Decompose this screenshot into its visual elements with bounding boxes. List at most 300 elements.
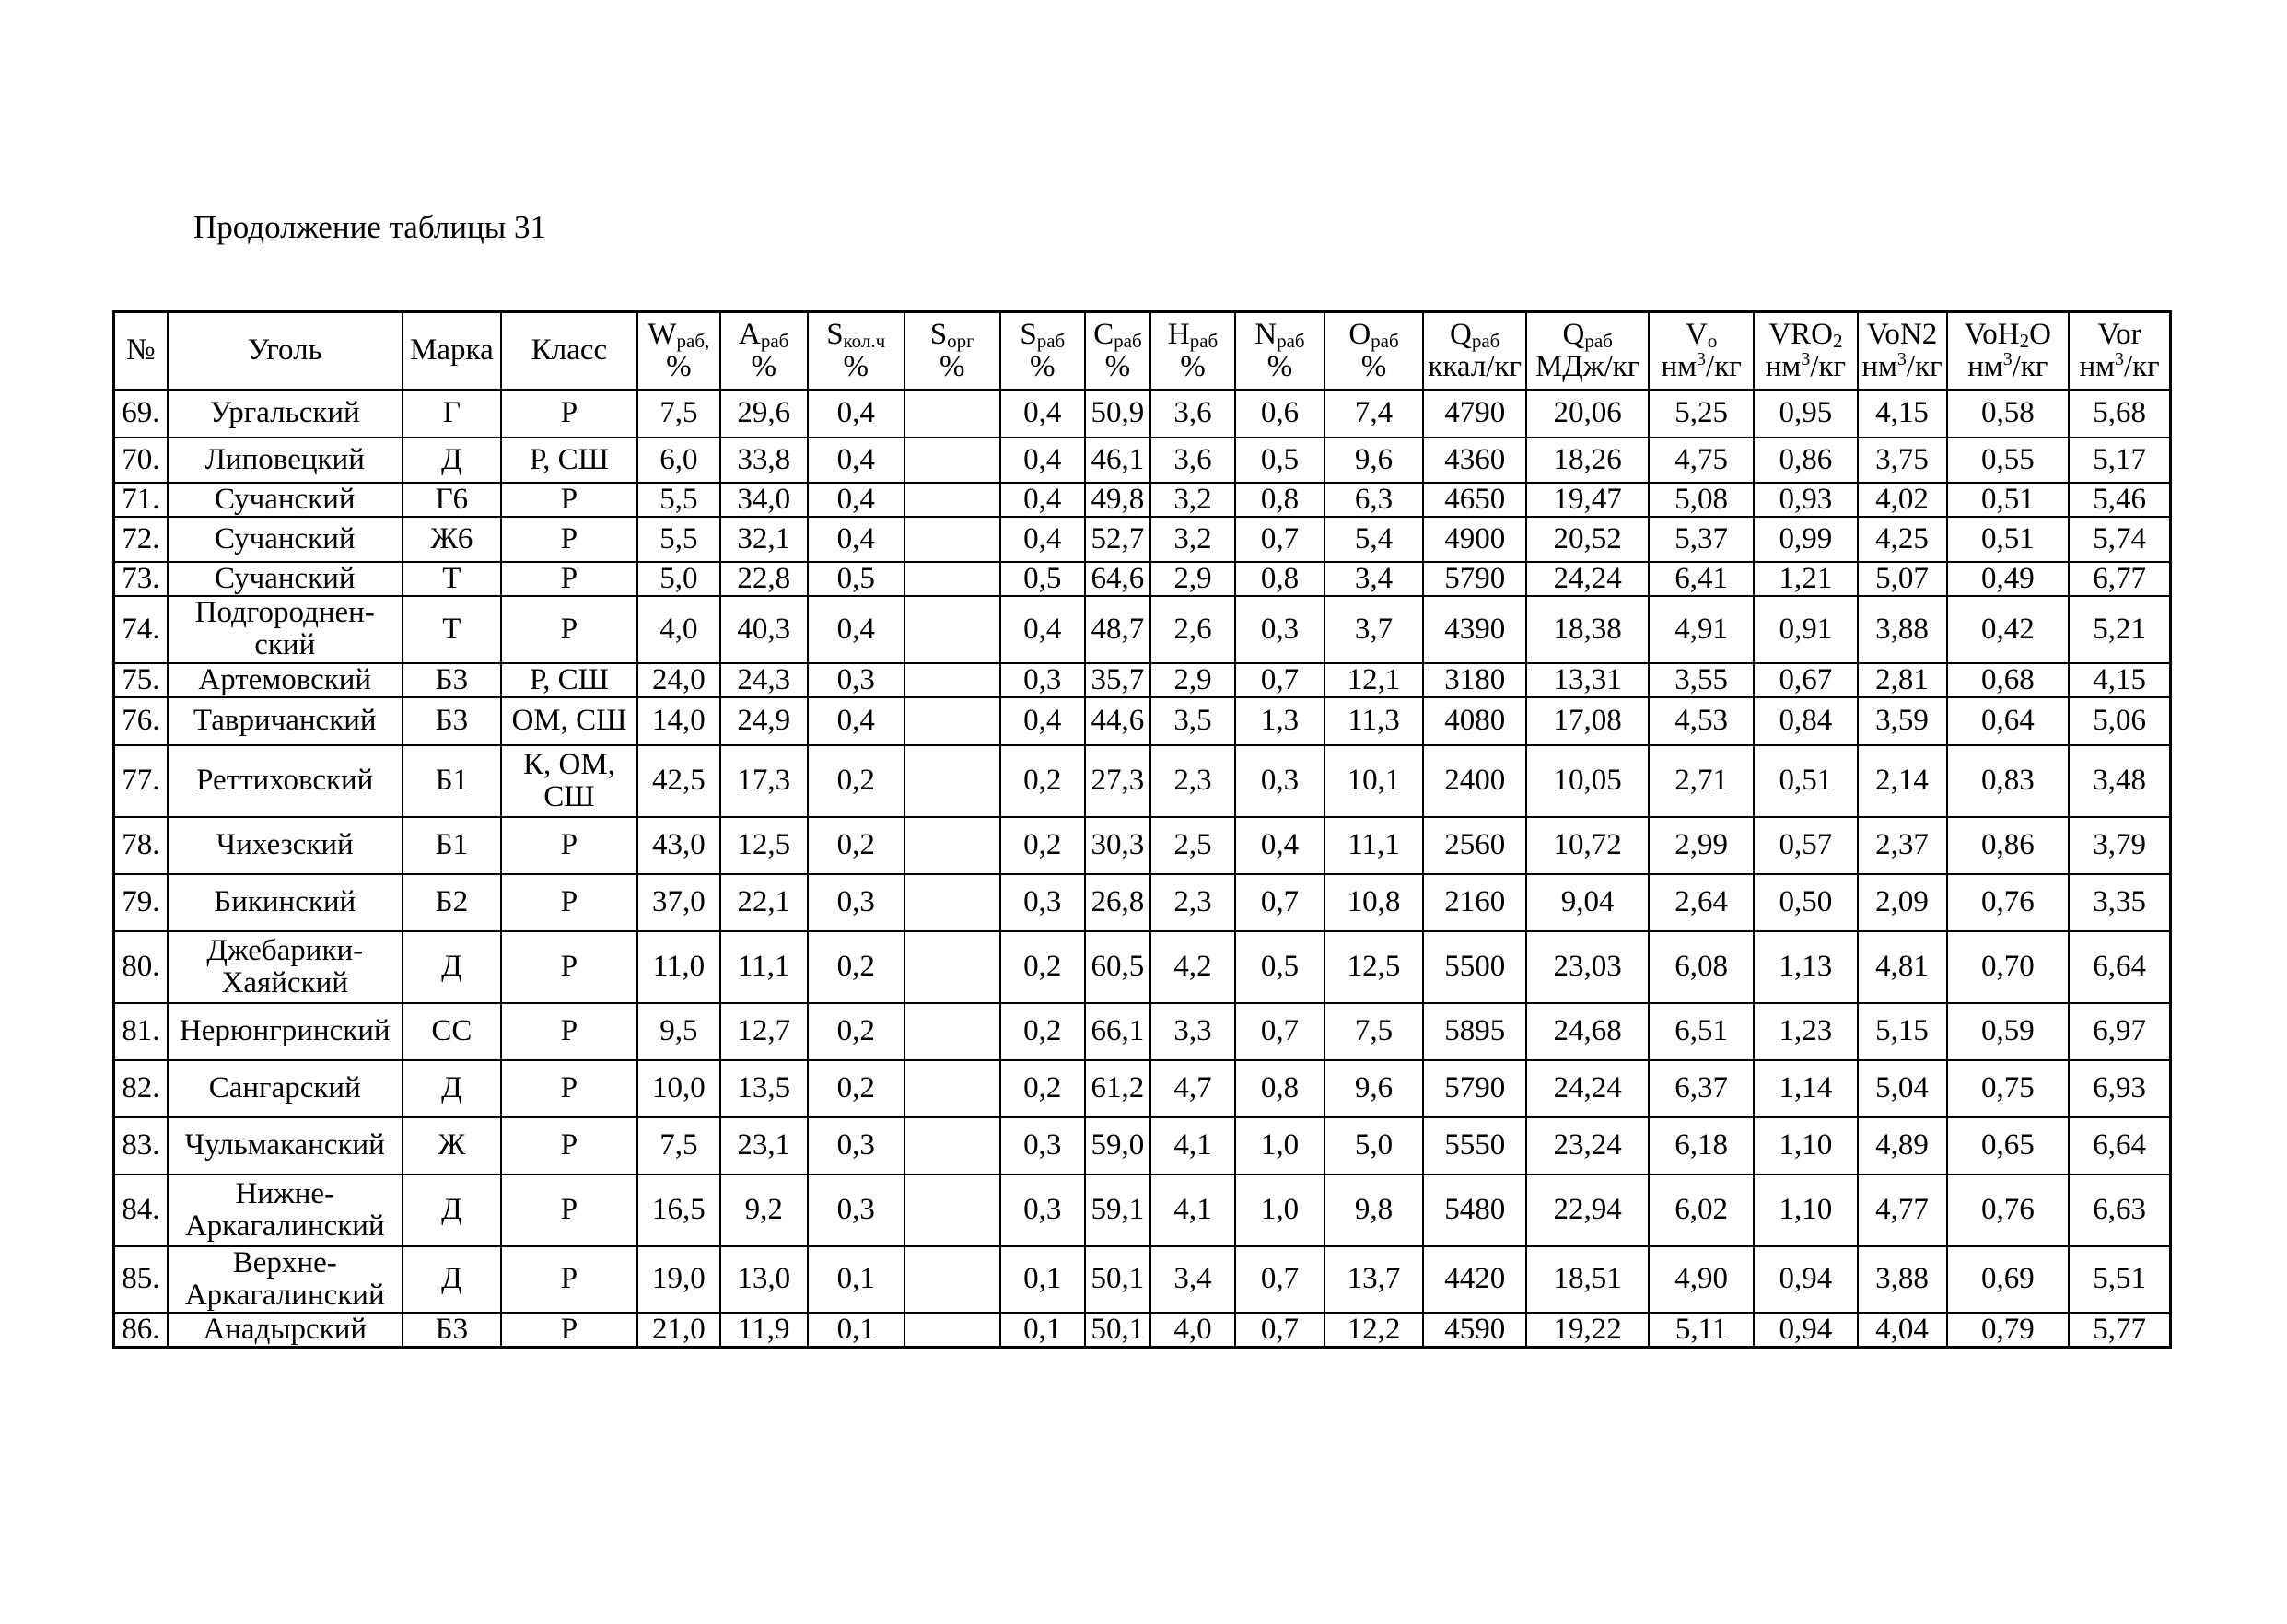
cell-coal: Чихезский — [168, 817, 403, 874]
cell-num: 76. — [114, 697, 168, 745]
col-header-n: $N_{раб}$ % — [1235, 312, 1324, 390]
cell-n: 0,7 — [1235, 517, 1324, 562]
cell-von2: 4,02 — [1858, 483, 1947, 517]
cell-s-org — [904, 817, 1000, 874]
cell-mark: СС — [403, 1003, 501, 1060]
cell-mark: Д — [403, 438, 501, 483]
cell-q-mj: 18,26 — [1526, 438, 1649, 483]
cell-von2: 5,15 — [1858, 1003, 1947, 1060]
cell-s-rab: 0,2 — [1000, 931, 1085, 1003]
cell-vro2: 1,23 — [1754, 1003, 1857, 1060]
cell-o: 9,8 — [1324, 1174, 1423, 1246]
cell-h: 3,4 — [1150, 1246, 1235, 1313]
cell-q-kcal: 5500 — [1423, 931, 1526, 1003]
cell-mark: Д — [403, 1174, 501, 1246]
cell-n: 0,6 — [1235, 390, 1324, 438]
cell-coal: Сангарский — [168, 1060, 403, 1117]
cell-h: 4,7 — [1150, 1060, 1235, 1117]
cell-o: 5,4 — [1324, 517, 1423, 562]
cell-class: Р, СШ — [501, 438, 637, 483]
cell-a: 11,9 — [720, 1313, 808, 1348]
cell-class: Р — [501, 874, 637, 931]
cell-s-rab: 0,4 — [1000, 517, 1085, 562]
cell-mark: Б1 — [403, 817, 501, 874]
cell-s-kolch: 0,2 — [808, 817, 904, 874]
cell-vro2: 1,13 — [1754, 931, 1857, 1003]
cell-s-rab: 0,5 — [1000, 562, 1085, 596]
cell-s-kolch: 0,4 — [808, 517, 904, 562]
cell-vo: 4,91 — [1649, 596, 1754, 663]
cell-s-kolch: 0,4 — [808, 483, 904, 517]
cell-s-rab: 0,2 — [1000, 745, 1085, 817]
col-header-q-mj: $Q_{раб}$ МДж/кг — [1526, 312, 1649, 390]
cell-q-mj: 22,94 — [1526, 1174, 1649, 1246]
cell-n: 0,8 — [1235, 483, 1324, 517]
cell-w: 42,5 — [637, 745, 720, 817]
cell-q-kcal: 4900 — [1423, 517, 1526, 562]
cell-o: 9,6 — [1324, 438, 1423, 483]
cell-vro2: 0,91 — [1754, 596, 1857, 663]
cell-von2: 2,14 — [1858, 745, 1947, 817]
cell-mark: Б2 — [403, 874, 501, 931]
cell-num: 77. — [114, 745, 168, 817]
cell-von2: 3,88 — [1858, 1246, 1947, 1313]
cell-s-rab: 0,3 — [1000, 1174, 1085, 1246]
cell-vor: 5,46 — [2069, 483, 2170, 517]
cell-h: 4,1 — [1150, 1174, 1235, 1246]
table-row — [114, 1117, 2171, 1174]
table-row — [114, 1246, 2171, 1313]
cell-c: 49,8 — [1085, 483, 1150, 517]
cell-w: 5,5 — [637, 517, 720, 562]
cell-h: 2,6 — [1150, 596, 1235, 663]
cell-s-kolch: 0,1 — [808, 1313, 904, 1348]
cell-o: 10,1 — [1324, 745, 1423, 817]
cell-s-rab: 0,2 — [1000, 1003, 1085, 1060]
cell-n: 0,7 — [1235, 1313, 1324, 1348]
cell-o: 3,7 — [1324, 596, 1423, 663]
cell-class: Р — [501, 562, 637, 596]
cell-c: 50,9 — [1085, 390, 1150, 438]
table-row — [114, 931, 2171, 1003]
cell-class: Р, СШ — [501, 663, 637, 697]
cell-c: 27,3 — [1085, 745, 1150, 817]
cell-num: 71. — [114, 483, 168, 517]
cell-von2: 2,37 — [1858, 817, 1947, 874]
cell-s-kolch: 0,3 — [808, 1174, 904, 1246]
cell-s-org — [904, 663, 1000, 697]
cell-voh2o: 0,59 — [1947, 1003, 2070, 1060]
cell-q-kcal: 4080 — [1423, 697, 1526, 745]
cell-num: 79. — [114, 874, 168, 931]
cell-von2: 3,59 — [1858, 697, 1947, 745]
cell-n: 0,3 — [1235, 596, 1324, 663]
table-row — [114, 438, 2171, 483]
cell-n: 0,5 — [1235, 931, 1324, 1003]
cell-s-rab: 0,4 — [1000, 596, 1085, 663]
cell-q-mj: 20,06 — [1526, 390, 1649, 438]
cell-num: 84. — [114, 1174, 168, 1246]
cell-c: 59,0 — [1085, 1117, 1150, 1174]
cell-n: 0,7 — [1235, 874, 1324, 931]
table-row — [114, 1174, 2171, 1246]
table-row — [114, 562, 2171, 596]
cell-n: 0,4 — [1235, 817, 1324, 874]
cell-class: Р — [501, 390, 637, 438]
cell-vor: 6,63 — [2069, 1174, 2170, 1246]
cell-vro2: 1,14 — [1754, 1060, 1857, 1117]
cell-q-mj: 18,38 — [1526, 596, 1649, 663]
cell-w: 7,5 — [637, 390, 720, 438]
cell-s-org — [904, 390, 1000, 438]
cell-voh2o: 0,76 — [1947, 1174, 2070, 1246]
col-header-von2: VoN2 $нм^3/кг$ — [1858, 312, 1947, 390]
cell-num: 73. — [114, 562, 168, 596]
cell-mark: Б3 — [403, 697, 501, 745]
col-header-s-org: $S_{орг}$ % — [904, 312, 1000, 390]
cell-q-kcal: 5480 — [1423, 1174, 1526, 1246]
cell-coal: Анадырский — [168, 1313, 403, 1348]
cell-vor: 6,64 — [2069, 931, 2170, 1003]
cell-vo: 5,37 — [1649, 517, 1754, 562]
cell-coal: Липовецкий — [168, 438, 403, 483]
cell-q-mj: 10,72 — [1526, 817, 1649, 874]
cell-w: 7,5 — [637, 1117, 720, 1174]
cell-num: 80. — [114, 931, 168, 1003]
cell-w: 5,0 — [637, 562, 720, 596]
cell-q-mj: 19,22 — [1526, 1313, 1649, 1348]
cell-w: 10,0 — [637, 1060, 720, 1117]
cell-class: Р — [501, 1313, 637, 1348]
cell-vro2: 1,10 — [1754, 1174, 1857, 1246]
cell-num: 82. — [114, 1060, 168, 1117]
table-row — [114, 745, 2171, 817]
cell-vo: 2,71 — [1649, 745, 1754, 817]
table-body — [114, 390, 2171, 1348]
cell-h: 4,2 — [1150, 931, 1235, 1003]
cell-h: 3,6 — [1150, 390, 1235, 438]
cell-c: 60,5 — [1085, 931, 1150, 1003]
cell-von2: 3,88 — [1858, 596, 1947, 663]
cell-w: 24,0 — [637, 663, 720, 697]
cell-s-rab: 0,2 — [1000, 817, 1085, 874]
cell-num: 70. — [114, 438, 168, 483]
cell-h: 2,3 — [1150, 874, 1235, 931]
cell-voh2o: 0,70 — [1947, 931, 2070, 1003]
cell-von2: 5,04 — [1858, 1060, 1947, 1117]
cell-voh2o: 0,83 — [1947, 745, 2070, 817]
cell-a: 29,6 — [720, 390, 808, 438]
cell-vor: 5,21 — [2069, 596, 2170, 663]
cell-num: 85. — [114, 1246, 168, 1313]
cell-a: 33,8 — [720, 438, 808, 483]
cell-q-kcal: 5790 — [1423, 1060, 1526, 1117]
cell-vo: 5,08 — [1649, 483, 1754, 517]
cell-vor: 5,17 — [2069, 438, 2170, 483]
cell-c: 61,2 — [1085, 1060, 1150, 1117]
cell-coal: Реттиховский — [168, 745, 403, 817]
cell-o: 9,6 — [1324, 1060, 1423, 1117]
cell-s-org — [904, 1003, 1000, 1060]
cell-mark: Д — [403, 931, 501, 1003]
cell-o: 11,1 — [1324, 817, 1423, 874]
cell-coal: Сучанский — [168, 483, 403, 517]
cell-vo: 6,37 — [1649, 1060, 1754, 1117]
cell-h: 4,0 — [1150, 1313, 1235, 1348]
cell-class: Р — [501, 1060, 637, 1117]
table-row — [114, 390, 2171, 438]
cell-h: 3,6 — [1150, 438, 1235, 483]
cell-w: 4,0 — [637, 596, 720, 663]
cell-s-kolch: 0,2 — [808, 745, 904, 817]
cell-n: 0,5 — [1235, 438, 1324, 483]
cell-voh2o: 0,76 — [1947, 874, 2070, 931]
cell-vro2: 0,93 — [1754, 483, 1857, 517]
cell-s-org — [904, 874, 1000, 931]
cell-w: 19,0 — [637, 1246, 720, 1313]
cell-c: 66,1 — [1085, 1003, 1150, 1060]
cell-vor: 3,79 — [2069, 817, 2170, 874]
cell-s-rab: 0,4 — [1000, 390, 1085, 438]
cell-num: 69. — [114, 390, 168, 438]
cell-o: 11,3 — [1324, 697, 1423, 745]
cell-mark: Ж — [403, 1117, 501, 1174]
cell-voh2o: 0,42 — [1947, 596, 2070, 663]
cell-q-kcal: 3180 — [1423, 663, 1526, 697]
cell-vor: 4,15 — [2069, 663, 2170, 697]
cell-s-rab: 0,1 — [1000, 1313, 1085, 1348]
cell-mark: Т — [403, 596, 501, 663]
cell-a: 12,7 — [720, 1003, 808, 1060]
cell-o: 7,4 — [1324, 390, 1423, 438]
cell-coal: Подгороднен-ский — [168, 596, 403, 663]
cell-q-kcal: 4650 — [1423, 483, 1526, 517]
cell-n: 1,3 — [1235, 697, 1324, 745]
cell-mark: Д — [403, 1060, 501, 1117]
cell-s-org — [904, 596, 1000, 663]
cell-vro2: 0,67 — [1754, 663, 1857, 697]
cell-q-kcal: 2560 — [1423, 817, 1526, 874]
cell-coal: Джебарики-Хаяйский — [168, 931, 403, 1003]
cell-s-rab: 0,1 — [1000, 1246, 1085, 1313]
col-header-q-kcal: $Q_{раб}$ ккал/кг — [1423, 312, 1526, 390]
cell-h: 3,5 — [1150, 697, 1235, 745]
cell-o: 5,0 — [1324, 1117, 1423, 1174]
cell-a: 11,1 — [720, 931, 808, 1003]
cell-q-kcal: 4790 — [1423, 390, 1526, 438]
cell-voh2o: 0,79 — [1947, 1313, 2070, 1348]
cell-voh2o: 0,86 — [1947, 817, 2070, 874]
cell-voh2o: 0,64 — [1947, 697, 2070, 745]
cell-q-mj: 23,03 — [1526, 931, 1649, 1003]
cell-vo: 4,75 — [1649, 438, 1754, 483]
cell-s-rab: 0,3 — [1000, 874, 1085, 931]
cell-q-kcal: 4360 — [1423, 438, 1526, 483]
cell-s-org — [904, 517, 1000, 562]
cell-vor: 5,06 — [2069, 697, 2170, 745]
cell-s-kolch: 0,5 — [808, 562, 904, 596]
cell-c: 50,1 — [1085, 1313, 1150, 1348]
cell-class: Р — [501, 817, 637, 874]
cell-s-org — [904, 1313, 1000, 1348]
cell-class: Р — [501, 517, 637, 562]
cell-vor: 5,68 — [2069, 390, 2170, 438]
cell-num: 81. — [114, 1003, 168, 1060]
cell-vro2: 0,99 — [1754, 517, 1857, 562]
cell-vo: 3,55 — [1649, 663, 1754, 697]
cell-coal: Сучанский — [168, 517, 403, 562]
table-row — [114, 1003, 2171, 1060]
cell-s-org — [904, 1060, 1000, 1117]
table-row — [114, 697, 2171, 745]
cell-w: 5,5 — [637, 483, 720, 517]
table-row — [114, 817, 2171, 874]
cell-h: 2,5 — [1150, 817, 1235, 874]
cell-q-mj: 18,51 — [1526, 1246, 1649, 1313]
cell-q-mj: 9,04 — [1526, 874, 1649, 931]
cell-n: 0,7 — [1235, 1003, 1324, 1060]
col-header-num: № — [114, 312, 168, 390]
cell-voh2o: 0,65 — [1947, 1117, 2070, 1174]
cell-vro2: 0,84 — [1754, 697, 1857, 745]
cell-a: 24,9 — [720, 697, 808, 745]
col-header-o: $O_{раб}$ % — [1324, 312, 1423, 390]
cell-h: 3,2 — [1150, 517, 1235, 562]
col-header-mark: Марка — [403, 312, 501, 390]
cell-class: Р — [501, 1003, 637, 1060]
cell-q-mj: 24,68 — [1526, 1003, 1649, 1060]
cell-s-kolch: 0,3 — [808, 1117, 904, 1174]
cell-s-kolch: 0,2 — [808, 931, 904, 1003]
cell-q-mj: 10,05 — [1526, 745, 1649, 817]
cell-w: 16,5 — [637, 1174, 720, 1246]
cell-s-kolch: 0,1 — [808, 1246, 904, 1313]
cell-o: 12,5 — [1324, 931, 1423, 1003]
cell-vor: 3,48 — [2069, 745, 2170, 817]
cell-a: 13,0 — [720, 1246, 808, 1313]
cell-coal: Тавричанский — [168, 697, 403, 745]
cell-s-org — [904, 438, 1000, 483]
cell-voh2o: 0,49 — [1947, 562, 2070, 596]
cell-s-org — [904, 483, 1000, 517]
cell-q-kcal: 4590 — [1423, 1313, 1526, 1348]
table-row — [114, 596, 2171, 663]
cell-q-mj: 17,08 — [1526, 697, 1649, 745]
cell-vro2: 0,51 — [1754, 745, 1857, 817]
cell-vro2: 1,21 — [1754, 562, 1857, 596]
header-row — [114, 312, 2171, 390]
cell-s-org — [904, 562, 1000, 596]
cell-num: 78. — [114, 817, 168, 874]
cell-o: 7,5 — [1324, 1003, 1423, 1060]
cell-n: 0,8 — [1235, 1060, 1324, 1117]
cell-q-mj: 13,31 — [1526, 663, 1649, 697]
cell-o: 12,2 — [1324, 1313, 1423, 1348]
cell-class: Р — [501, 483, 637, 517]
cell-vro2: 0,50 — [1754, 874, 1857, 931]
cell-o: 3,4 — [1324, 562, 1423, 596]
cell-s-rab: 0,4 — [1000, 483, 1085, 517]
cell-mark: Б3 — [403, 1313, 501, 1348]
cell-von2: 3,75 — [1858, 438, 1947, 483]
cell-num: 74. — [114, 596, 168, 663]
cell-voh2o: 0,51 — [1947, 483, 2070, 517]
cell-class: ОМ, СШ — [501, 697, 637, 745]
cell-s-kolch: 0,2 — [808, 1003, 904, 1060]
col-header-c: $C_{раб}$ % — [1085, 312, 1150, 390]
cell-c: 50,1 — [1085, 1246, 1150, 1313]
cell-n: 1,0 — [1235, 1174, 1324, 1246]
cell-s-rab: 0,4 — [1000, 438, 1085, 483]
cell-a: 23,1 — [720, 1117, 808, 1174]
cell-c: 46,1 — [1085, 438, 1150, 483]
cell-coal: Нижне-Аркагалинский — [168, 1174, 403, 1246]
cell-von2: 4,04 — [1858, 1313, 1947, 1348]
table-row — [114, 517, 2171, 562]
cell-a: 9,2 — [720, 1174, 808, 1246]
cell-class: Р — [501, 596, 637, 663]
cell-s-kolch: 0,2 — [808, 1060, 904, 1117]
cell-w: 11,0 — [637, 931, 720, 1003]
cell-vro2: 0,94 — [1754, 1246, 1857, 1313]
cell-vo: 4,53 — [1649, 697, 1754, 745]
cell-s-rab: 0,4 — [1000, 697, 1085, 745]
cell-von2: 2,81 — [1858, 663, 1947, 697]
cell-q-kcal: 5790 — [1423, 562, 1526, 596]
cell-coal: Бикинский — [168, 874, 403, 931]
cell-num: 72. — [114, 517, 168, 562]
col-header-vro2: $VRO_2$ $нм^3/кг$ — [1754, 312, 1857, 390]
table-caption: Продолжение таблицы 31 — [193, 209, 546, 245]
cell-q-kcal: 5895 — [1423, 1003, 1526, 1060]
cell-a: 12,5 — [720, 817, 808, 874]
col-header-a: $A_{раб}$ % — [720, 312, 808, 390]
cell-q-mj: 24,24 — [1526, 562, 1649, 596]
col-header-w: $W_{раб,}$ % — [637, 312, 720, 390]
cell-q-kcal: 2160 — [1423, 874, 1526, 931]
cell-a: 32,1 — [720, 517, 808, 562]
cell-vo: 2,99 — [1649, 817, 1754, 874]
table-row — [114, 1060, 2171, 1117]
cell-vor: 6,77 — [2069, 562, 2170, 596]
cell-o: 12,1 — [1324, 663, 1423, 697]
cell-vo: 2,64 — [1649, 874, 1754, 931]
cell-num: 86. — [114, 1313, 168, 1348]
cell-num: 75. — [114, 663, 168, 697]
cell-s-kolch: 0,3 — [808, 874, 904, 931]
cell-n: 0,8 — [1235, 562, 1324, 596]
cell-voh2o: 0,58 — [1947, 390, 2070, 438]
cell-c: 30,3 — [1085, 817, 1150, 874]
cell-vo: 6,08 — [1649, 931, 1754, 1003]
cell-q-mj: 19,47 — [1526, 483, 1649, 517]
col-header-class: Класс — [501, 312, 637, 390]
cell-h: 3,3 — [1150, 1003, 1235, 1060]
cell-voh2o: 0,68 — [1947, 663, 2070, 697]
cell-s-rab: 0,3 — [1000, 663, 1085, 697]
cell-voh2o: 0,69 — [1947, 1246, 2070, 1313]
cell-w: 37,0 — [637, 874, 720, 931]
cell-q-mj: 24,24 — [1526, 1060, 1649, 1117]
cell-mark: Г — [403, 390, 501, 438]
cell-c: 35,7 — [1085, 663, 1150, 697]
cell-h: 4,1 — [1150, 1117, 1235, 1174]
cell-h: 2,9 — [1150, 562, 1235, 596]
cell-coal: Ургальский — [168, 390, 403, 438]
cell-c: 64,6 — [1085, 562, 1150, 596]
cell-s-kolch: 0,4 — [808, 438, 904, 483]
cell-vo: 6,51 — [1649, 1003, 1754, 1060]
